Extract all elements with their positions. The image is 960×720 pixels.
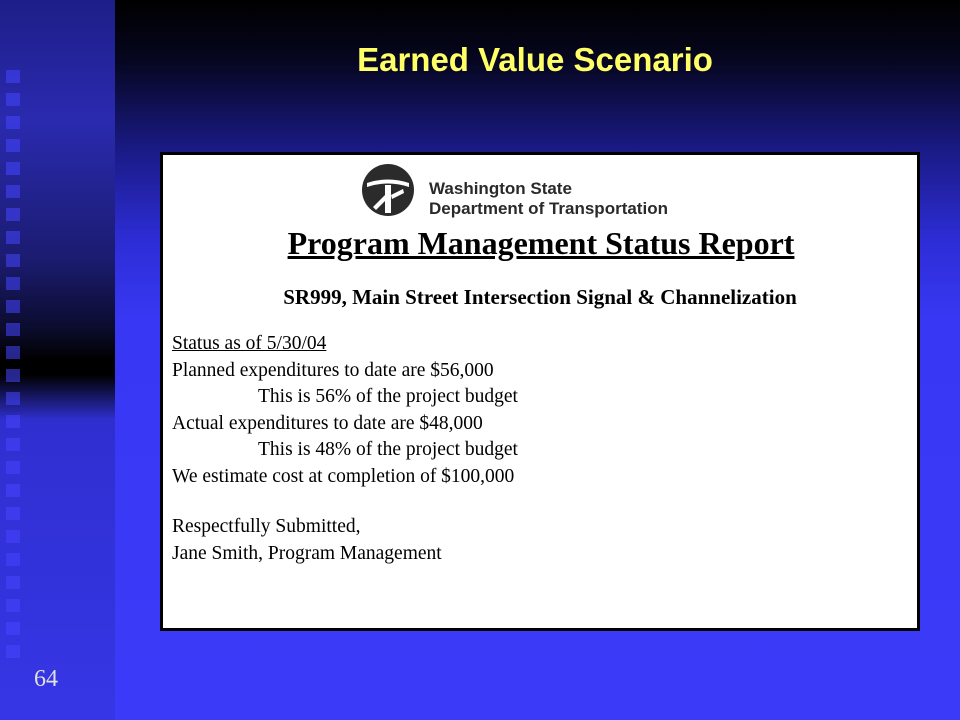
wsdot-logo-icon	[361, 163, 415, 217]
decorative-square	[6, 116, 20, 129]
decorative-square	[6, 599, 20, 612]
decorative-square	[6, 231, 20, 244]
decorative-square	[6, 461, 20, 474]
decorative-square	[6, 438, 20, 451]
report-body	[172, 331, 872, 567]
decorative-square	[6, 576, 20, 589]
decorative-square	[6, 507, 20, 520]
decorative-square	[6, 254, 20, 267]
decorative-square	[6, 530, 20, 543]
decorative-square	[6, 93, 20, 106]
project-name: SR999, Main Street Intersection Signal & Channelization	[283, 285, 797, 309]
page-number: 64	[34, 666, 58, 692]
decorative-square	[6, 346, 20, 359]
status-report-document	[160, 152, 920, 631]
decorative-square	[6, 622, 20, 635]
signature: Jane Smith, Program Management	[172, 542, 442, 564]
decorative-square	[6, 553, 20, 566]
report-line: Actual expenditures to date are $48,000	[172, 412, 483, 434]
decorative-square	[6, 369, 20, 382]
decorative-square	[6, 323, 20, 336]
left-decorative-strip	[0, 0, 115, 720]
report-title: Program Management Status Report	[287, 225, 795, 261]
decorative-square	[6, 645, 20, 658]
decorative-square	[6, 70, 20, 83]
decorative-square	[6, 208, 20, 221]
report-line: We estimate cost at completion of $100,000	[172, 465, 515, 487]
decorative-square	[6, 185, 20, 198]
decorative-square	[6, 300, 20, 313]
signoff: Respectfully Submitted,	[172, 516, 361, 537]
spacer	[172, 490, 872, 514]
report-line: Planned expenditures to date are $56,000	[172, 359, 494, 381]
slide-title: Earned Value Scenario	[357, 41, 713, 78]
decorative-square	[6, 162, 20, 175]
org-name-line1: Washington State	[429, 179, 572, 198]
report-line: This is 56% of the project budget	[258, 386, 518, 407]
decorative-square	[6, 139, 20, 152]
decorative-square	[6, 392, 20, 405]
organization-header	[361, 163, 721, 219]
decorative-square	[6, 415, 20, 428]
report-line: This is 48% of the project budget	[258, 439, 518, 460]
decorative-square	[6, 484, 20, 497]
decorative-squares	[6, 70, 28, 670]
org-name-line2: Department of Transportation	[429, 199, 668, 218]
decorative-square	[6, 277, 20, 290]
status-heading: Status as of 5/30/04	[172, 333, 327, 354]
